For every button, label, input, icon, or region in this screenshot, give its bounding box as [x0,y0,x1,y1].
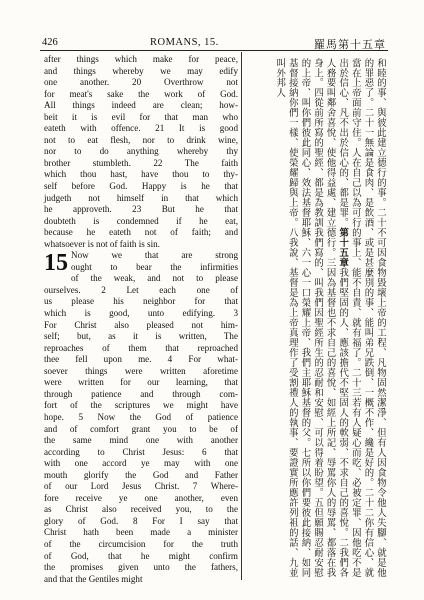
text-line: nor to do anything whereby thy [44,146,238,157]
text-line: with one accord ye may with one [44,458,238,469]
chinese-text-before-chapter: 和睦的事、與彼此建立德行的事。二十不可因食物毀壞上帝的工程、凡物固然潔淨、但有人因食物令他人失腳、就是他的罪惡了。二十一無論是食肉、是飲酒、或是甚麼別的事、能叫弟兄跌倒、一概不作、纔是好的。二十二你有信心、就當在上帝面前守住。人在自己以為可行的事上、能不自責、就有福了。二十三若有人疑心而吃、必被定罪、因他吃不是出於信心、凡不出於信心的、都是罪。 [337,58,386,578]
text-line: thee fell upon me. 4 For what- [44,354,238,365]
english-text-chapter-15 [44,250,238,585]
text-line: Now we that are strong [71,250,238,261]
text-line: reproaches of them that reproached [44,342,238,353]
text-line: self before God. Happy is he that [44,181,238,192]
text-line: the same mind one with another [44,435,238,446]
text-line: judgeth not himself in that which [44,192,238,203]
text-line: us please his neighbor for that [44,296,238,307]
text-line: eateth with offence. 21 It is good [44,123,238,134]
text-line: of the weak, and not to please [71,273,238,284]
text-line: of God, that he might confirm [44,550,238,561]
text-line: he approveth. 23 But he that [44,204,238,215]
text-line: one another. 20 Overthrow not [44,77,238,88]
text-line: fort of the scriptures we might have [44,400,238,411]
text-line: of the circumcision for the truth [44,538,238,549]
text-line: For Christ also pleased not him- [44,319,238,330]
text-line: the promises given unto the fathers, [44,562,238,573]
text-line: Christ hath been made a minister [44,527,238,538]
english-column [44,54,238,585]
text-line: after things which make for peace, [44,54,238,64]
text-line: mouth glorify the God and Father [44,469,238,480]
chinese-chapter-label: 第十五章 [337,227,349,268]
text-line: self; but, as it is written, The [44,331,238,342]
text-line: beit it is evil for that man who [44,111,238,122]
book-title: ROMANS, 15. [150,37,219,48]
text-line: of our Lord Jesus Christ. 7 Where- [44,481,238,492]
header-rule [40,50,388,51]
text-line: and that the Gentiles might [44,573,143,584]
text-line: which thou hast, have thou to thy- [44,169,238,180]
text-line: soever things were written aforetime [44,365,238,376]
text-line: brother stumbleth. 22 The faith [44,157,238,168]
english-text-before-chapter [44,54,238,250]
text-line: not to eat flesh, nor to drink wine, [44,134,238,145]
text-line: because he eateth not of faith; and [44,227,238,238]
text-line: for meat's sake the work of God. [44,88,238,99]
text-line: All things indeed are clean; how- [44,100,238,111]
text-line: through patience and through com- [44,388,238,399]
text-line: ourselves. 2 Let each one of [44,284,238,295]
text-line: and of comfort grant you to be of [44,423,238,434]
text-line: fore receive ye one another, even [44,492,238,503]
text-line: doubteth is condemned if he eat, [44,215,238,226]
chinese-text-chapter-15: 我們堅固的人、應該擔代不堅固人的軟弱、不求自己的喜悅。二我們各人務要叫鄰舍喜悅、使他得益處、建立德行。三因為基督也不求自己的喜悅、如經上所記、辱罵你人的辱罵、都落在我身上。四從前所寫的聖經、都是為教訓我們寫的、叫我們因聖經所生的忍耐和安慰、可以得着盼望。五但願賜忍耐安慰的上帝、叫你們彼此同心、效法基督耶穌、六一心一口榮耀上帝、我們主耶穌基督的父。七所以你們要彼此接納、如同基督接納你們一樣、使榮耀歸與上帝。八我說、基督是為上帝真理作了受割禮人的執事、要證實所應許列祖的話、九並叫外邦人 [274,58,349,578]
text-line: hope. 5 Now the God of patience [44,411,238,422]
text-line: as Christ also received you, to the [44,504,238,515]
text-line: and things whereby we may edify [44,65,238,76]
chapter-number: 15 [44,250,68,277]
text-line: glory of God. 8 For I say that [44,515,238,526]
chinese-book-title: 羅馬第十五章 [314,38,386,51]
text-line: according to Christ Jesus: 6 that [44,446,238,457]
text-line: which is good, unto edifying. 3 [44,308,238,319]
text-line: ought to bear the infirmities [71,261,238,272]
text-line: whatsoever is not of faith is sin. [44,238,160,249]
column-divider [241,52,242,580]
page-number: 426 [42,37,58,48]
chinese-column [246,58,386,578]
text-line: were written for our learning, that [44,377,238,388]
